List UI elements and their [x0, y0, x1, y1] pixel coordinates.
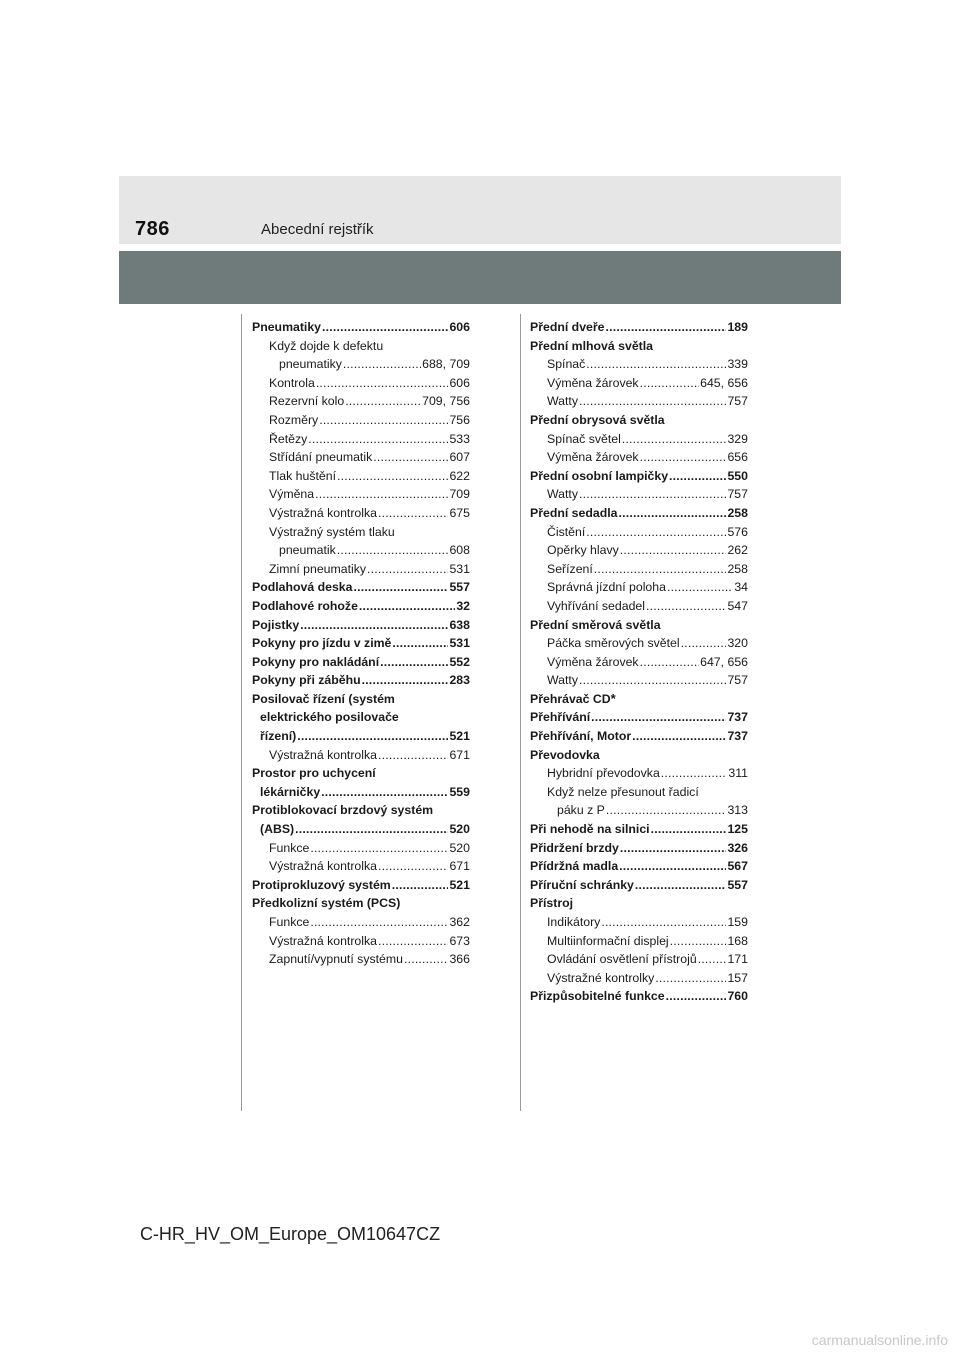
index-entry-label: Přehřívání, Motor [530, 729, 632, 744]
index-entry-page: 521 [449, 877, 470, 892]
index-entry-label: Rezervní kolo [269, 394, 345, 409]
index-entry-page: 258 [727, 561, 748, 576]
section-title: Abecední rejstřík [261, 221, 374, 238]
index-entry-label: Výstražná kontrolka [269, 747, 377, 762]
dot-leader [315, 485, 448, 504]
dot-leader [295, 820, 448, 839]
index-entry [252, 616, 470, 635]
dot-leader [343, 355, 421, 374]
index-entry [252, 374, 470, 393]
index-entry-label: Přední dveře [530, 320, 605, 334]
index-entry [530, 355, 748, 374]
index-entry-label: Příruční schránky [530, 877, 634, 892]
index-entry-page: 760 [727, 989, 748, 1004]
dot-leader [404, 950, 449, 969]
index-entry-label: Indikátory [547, 915, 601, 929]
index-entry-label: Ovládání osvětlení přístrojů [547, 952, 697, 967]
index-entry-page: 559 [449, 784, 470, 799]
index-entry [252, 671, 470, 690]
index-entry-label: Střídání pneumatik [269, 450, 373, 465]
index-column-left [252, 318, 470, 969]
index-entry-page: 756 [449, 412, 470, 427]
index-entry-page: 189 [727, 320, 748, 334]
index-entry [252, 504, 470, 523]
index-entry-page: 606 [449, 375, 470, 390]
index-entry [252, 857, 470, 876]
dot-leader [635, 876, 727, 895]
index-entry-page: 326 [727, 840, 748, 855]
index-entry-page: 671 [449, 747, 470, 762]
index-entry-page: 320 [727, 636, 748, 651]
left-column-rule [241, 314, 242, 1111]
index-entry [252, 690, 470, 709]
dot-leader [655, 969, 726, 988]
dot-leader [601, 913, 726, 932]
index-entry-page: 737 [727, 729, 748, 744]
index-entry [252, 485, 470, 504]
index-entry-label: Funkce [269, 915, 310, 929]
index-entry [530, 839, 748, 858]
dot-leader [666, 987, 727, 1006]
index-entry [252, 746, 470, 765]
dot-leader [579, 485, 726, 504]
dot-leader [321, 783, 448, 802]
dot-leader [669, 467, 726, 486]
index-entry-label: Pojistky [252, 617, 300, 632]
dot-leader [651, 820, 727, 839]
index-entry-label: Pokyny pro nakládání [252, 654, 380, 669]
index-column-right [530, 318, 748, 1006]
dot-leader [362, 671, 449, 690]
dot-leader [661, 764, 728, 783]
index-entry-page: 709 [449, 487, 470, 502]
index-entry-page: 520 [449, 822, 470, 837]
dot-leader [606, 801, 727, 820]
index-entry-label: Podlahové rohože [252, 598, 358, 613]
index-entry-label: Správná jízdní poloha [547, 580, 666, 595]
middle-column-rule [520, 314, 521, 1111]
dot-leader [367, 560, 448, 579]
index-entry-page: 339 [727, 357, 748, 372]
index-entry-label: Přední mlhová světla [530, 338, 654, 353]
index-entry [530, 485, 748, 504]
dot-leader [632, 727, 726, 746]
index-entry-label: Zapnutí/vypnutí systému [269, 952, 403, 967]
index-entry-page: 362 [449, 915, 470, 929]
index-entry-label: Výstražné kontrolky [547, 970, 655, 985]
index-entry [530, 876, 748, 895]
index-entry-page: 521 [449, 729, 470, 744]
index-entry [252, 950, 470, 969]
index-entry-page: 520 [449, 840, 470, 855]
dot-leader [606, 318, 727, 337]
index-entry [530, 430, 748, 449]
dot-leader [345, 392, 421, 411]
footnote-marker: * [610, 690, 616, 706]
index-entry [530, 932, 748, 951]
index-entry [530, 969, 748, 988]
index-entry-label: Spínač [547, 357, 586, 372]
index-entry [252, 727, 470, 746]
index-entry-label: pneumatik [279, 543, 336, 558]
index-entry-label: Multiinformační displej [547, 933, 669, 948]
index-entry-label: Opěrky hlavy [547, 543, 619, 558]
index-entry-page: 159 [727, 915, 748, 929]
index-entry-label: (ABS) [260, 822, 295, 837]
index-entry-label: Posilovač řízení (systém [252, 691, 395, 706]
index-entry-label: Pokyny při záběhu [252, 673, 361, 688]
index-entry-page: 557 [727, 877, 748, 892]
index-entry [530, 894, 748, 913]
index-entry [530, 616, 748, 635]
index-entry [252, 578, 470, 597]
index-entry [530, 318, 748, 337]
index-entry-page: 638 [449, 617, 470, 632]
dot-leader [579, 392, 726, 411]
dot-leader [392, 876, 449, 895]
dot-leader [373, 448, 448, 467]
index-entry [530, 801, 748, 820]
index-entry [252, 801, 470, 820]
index-entry [252, 597, 470, 616]
index-entry [252, 541, 470, 560]
index-entry-label: Kontrola [269, 375, 315, 390]
dot-leader [337, 467, 448, 486]
index-entry-label: Páčka směrových světel [547, 636, 680, 651]
index-entry-page: 671 [449, 859, 470, 874]
dot-leader [667, 578, 733, 597]
dot-leader [586, 355, 726, 374]
index-entry [252, 411, 470, 430]
index-entry-page: 576 [727, 524, 748, 539]
index-entry-page: 125 [727, 822, 748, 837]
index-entry-label: Vyhřívání sedadel [547, 598, 645, 613]
index-entry-label: řízení) [260, 729, 297, 744]
dot-leader [337, 541, 449, 560]
index-entry-page: 737 [727, 710, 748, 725]
index-entry-label: páku z P [557, 803, 605, 818]
index-entry [252, 355, 470, 374]
index-entry [252, 876, 470, 895]
index-entry [530, 560, 748, 579]
dot-leader [392, 634, 448, 653]
dot-leader [620, 839, 727, 858]
index-entry [530, 597, 748, 616]
index-entry-label: Protiblokovací brzdový systém [252, 803, 434, 818]
index-entry-label: Přední směrová světla [530, 617, 661, 632]
index-entry [530, 634, 748, 653]
index-entry [530, 820, 748, 839]
index-entry-page: 622 [449, 468, 470, 483]
index-entry-page: 329 [727, 431, 748, 446]
index-entry-page: 283 [449, 673, 470, 688]
dot-leader [698, 950, 727, 969]
dot-leader [378, 857, 448, 876]
index-entry [530, 671, 748, 690]
index-entry-label: Předkolizní systém (PCS) [252, 896, 401, 911]
dot-leader [316, 374, 449, 393]
index-entry-label: Výstražná kontrolka [269, 505, 377, 520]
index-entry [252, 560, 470, 579]
index-entry [252, 894, 470, 913]
dot-leader [640, 653, 700, 672]
index-entry [530, 392, 748, 411]
index-entry [252, 708, 470, 727]
index-entry [252, 653, 470, 672]
index-entry-label: Výměna žárovek [547, 654, 639, 669]
index-entry-page: 262 [727, 543, 748, 558]
index-entry-label: Přídržná madla [530, 859, 619, 874]
index-entry-page: 608 [449, 543, 470, 558]
dot-leader [300, 616, 448, 635]
index-entry [252, 392, 470, 411]
index-entry [530, 523, 748, 542]
index-entry-page: 32 [456, 598, 470, 613]
dot-leader [619, 857, 726, 876]
index-entry-label: Výměna žárovek [547, 375, 639, 390]
index-entry-label: Řetězy [269, 431, 308, 446]
index-entry-label: Prostor pro uchycení [252, 766, 376, 781]
index-entry-label: Hybridní převodovka [547, 766, 660, 781]
index-entry-label: elektrického posilovače [260, 710, 399, 725]
index-entry-label: Čistění [547, 524, 586, 539]
index-entry-label: Zimní pneumatiky [269, 561, 367, 576]
index-entry-label: Přední osobní lampičky [530, 468, 669, 483]
index-entry-label: Přední obrysová světla [530, 412, 665, 427]
index-entry [530, 504, 748, 523]
index-entry [530, 857, 748, 876]
index-entry-label: Pokyny pro jízdu v zimě [252, 636, 392, 651]
index-entry [530, 783, 748, 802]
index-entry [252, 783, 470, 802]
index-entry-page: 258 [727, 505, 748, 520]
index-entry-page: 34 [734, 580, 748, 595]
page-number: 786 [135, 218, 170, 240]
index-entry [252, 430, 470, 449]
index-entry-page: 313 [727, 803, 748, 818]
index-entry-label: Tlak huštění [269, 468, 336, 483]
index-entry [530, 448, 748, 467]
index-entry-label: Podlahová deska [252, 580, 353, 595]
index-entry-page: 168 [727, 933, 748, 948]
index-entry-page: 675 [449, 505, 470, 520]
dot-leader [378, 746, 448, 765]
index-entry-page: 647, 656 [700, 654, 748, 669]
dot-leader [646, 597, 726, 616]
index-entry-label: Přidržení brzdy [530, 840, 619, 855]
index-entry [530, 950, 748, 969]
index-entry [530, 764, 748, 783]
index-entry-page: 557 [449, 580, 470, 595]
index-entry-label: Watty [547, 487, 578, 502]
index-entry-page: 366 [449, 952, 470, 967]
index-entry-label: lékárničky [260, 784, 321, 799]
index-entry [530, 987, 748, 1006]
document-id: C-HR_HV_OM_Europe_OM10647CZ [139, 1224, 441, 1244]
index-entry-label: Přístroj [530, 896, 574, 911]
index-entry-page: 645, 656 [700, 375, 748, 390]
index-entry [530, 578, 748, 597]
index-entry-label: Přizpůsobitelné funkce [530, 989, 665, 1004]
dot-leader [591, 708, 726, 727]
dot-leader [681, 634, 727, 653]
dot-leader [353, 578, 448, 597]
watermark: carmanualsonline.info [811, 1332, 948, 1348]
index-entry-label: Převodovka [530, 747, 600, 762]
index-entry-label: Výstražná kontrolka [269, 859, 377, 874]
index-entry-label: pneumatiky [279, 357, 342, 372]
index-entry [530, 467, 748, 486]
index-entry-label: Pneumatiky [252, 320, 322, 334]
dot-leader [640, 374, 700, 393]
dot-leader [622, 430, 727, 449]
dot-leader [670, 932, 727, 951]
index-entry [252, 318, 470, 337]
index-entry [530, 727, 748, 746]
index-entry-page: 531 [449, 561, 470, 576]
dot-leader [378, 932, 448, 951]
index-entry-page: 757 [727, 394, 748, 409]
index-entry [252, 448, 470, 467]
index-entry [530, 541, 748, 560]
dot-leader [310, 913, 448, 932]
index-entry-label: Funkce [269, 840, 310, 855]
index-entry [530, 690, 748, 709]
index-entry-page: 531 [449, 636, 470, 651]
dot-leader [308, 430, 448, 449]
index-entry [252, 913, 470, 932]
index-entry-page: 552 [449, 654, 470, 669]
dot-leader [322, 318, 448, 337]
index-entry-page: 607 [449, 450, 470, 465]
index-entry-label: Rozměry [269, 412, 319, 427]
index-entry [530, 337, 748, 356]
index-entry-page: 757 [727, 673, 748, 688]
index-entry [530, 411, 748, 430]
dot-leader [618, 504, 726, 523]
dot-leader [579, 671, 726, 690]
index-entry [530, 374, 748, 393]
dot-leader [586, 523, 726, 542]
dot-leader [378, 504, 448, 523]
index-entry-page: 547 [727, 598, 748, 613]
index-entry [252, 932, 470, 951]
dot-leader [640, 448, 727, 467]
index-entry-page: 550 [727, 468, 748, 483]
index-entry-page: 688, 709 [422, 357, 470, 372]
index-entry [252, 764, 470, 783]
index-entry-page: 171 [727, 952, 748, 967]
dot-leader [297, 727, 448, 746]
dot-leader [319, 411, 448, 430]
index-entry [252, 820, 470, 839]
index-entry-label: Přehřívání [530, 710, 591, 725]
index-entry-label: Výstražný systém tlaku [269, 524, 395, 539]
dot-leader [359, 597, 455, 616]
index-entry [252, 467, 470, 486]
dot-leader [380, 653, 448, 672]
index-entry [530, 653, 748, 672]
index-entry-page: 673 [449, 933, 470, 948]
index-entry [252, 337, 470, 356]
index-entry-label: Výměna žárovek [547, 450, 639, 465]
index-entry-label: Spínač světel [547, 431, 621, 446]
index-entry-page: 709, 756 [422, 394, 470, 409]
dot-leader [310, 839, 448, 858]
index-entry-label: Přehrávač CD [530, 691, 611, 706]
index-entry [252, 523, 470, 542]
index-entry-page: 567 [727, 859, 748, 874]
index-entry-label: Přední sedadla [530, 505, 618, 520]
index-entry-page: 656 [727, 450, 748, 465]
index-entry-label: Když dojde k defektu [269, 338, 384, 353]
index-entry-label: Výstražná kontrolka [269, 933, 377, 948]
index-entry [530, 746, 748, 765]
index-entry [530, 913, 748, 932]
footer [0, 1224, 960, 1245]
index-entry-page: 311 [728, 766, 748, 781]
index-entry-label: Při nehodě na silnici [530, 822, 650, 837]
dot-leader [620, 541, 727, 560]
index-entry-label: Seřízení [547, 561, 593, 576]
index-entry [252, 839, 470, 858]
index-entry-label: Když nelze přesunout řadicí [547, 784, 699, 799]
index-entry-page: 757 [727, 487, 748, 502]
index-entry [530, 708, 748, 727]
index-entry-page: 606 [449, 320, 470, 334]
dot-leader [594, 560, 727, 579]
index-entry-label: Protiprokluzový systém [252, 877, 391, 892]
index-entry-label: Výměna [269, 487, 315, 502]
index-entry-label: Watty [547, 394, 578, 409]
index-entry-page: 157 [727, 970, 748, 985]
index-entry-label: Watty [547, 673, 578, 688]
header-band [119, 176, 841, 244]
index-entry-page: 533 [449, 431, 470, 446]
header-dark-band [119, 251, 841, 304]
index-entry [252, 634, 470, 653]
